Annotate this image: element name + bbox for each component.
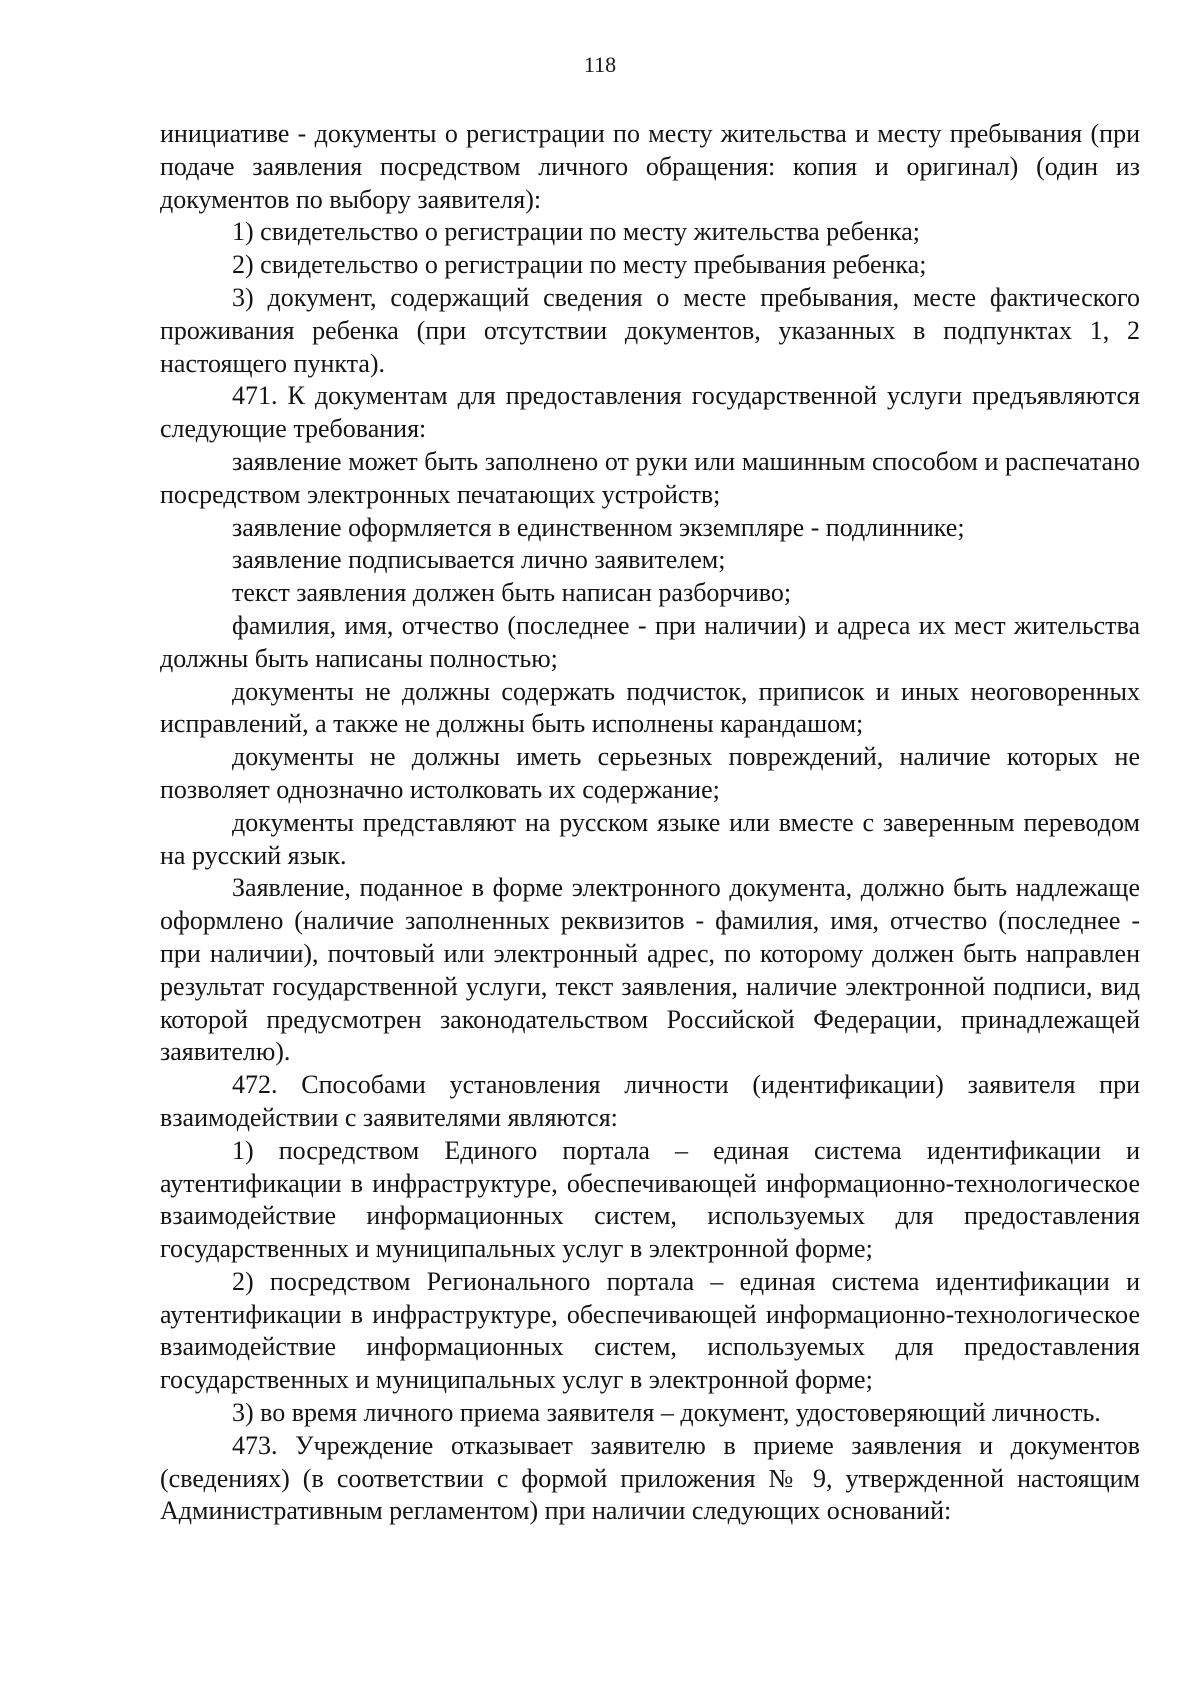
paragraph: 3) документ, содержащий сведения о месте пребывания, месте фактического проживания ребенка (при отсутствии документов, указанных в подпунктах 1, 2 настоящего пункта).	[160, 282, 1140, 378]
paragraph: 471. К документам для предоставления государственной услуги предъявляются следующие требования:	[160, 381, 1140, 444]
paragraph: текст заявления должен быть написан разборчиво;	[232, 578, 792, 608]
paragraph: 2) посредством Регионального портала – единая система идентификации и аутентификации в инфраструктуре, обеспечивающей информационно-технологическое взаимодействие информационных систем, используемых для предоставления государственных и муниципальных услуг в электронной форме;	[160, 1266, 1140, 1395]
paragraph: документы представляют на русском языке или вместе с заверенным переводом на русский язык.	[160, 807, 1140, 870]
paragraph: заявление может быть заполнено от руки или машинным способом и распечатано посредством электронных печатающих устройств;	[160, 446, 1140, 509]
paragraph: 472. Способами установления личности (идентификации) заявителя при взаимодействии с заявителями являются:	[160, 1070, 1140, 1132]
paragraph: инициативе - документы о регистрации по месту жительства и месту пребывания (при подаче заявления посредством личного обращения: копия и оригинал) (один из документов по выбору заявителя):	[160, 119, 1140, 214]
paragraph: документы не должны иметь серьезных повреждений, наличие которых не позволяет однозначно истолковать их содержание;	[160, 742, 1140, 804]
paragraph: 473. Учреждение отказывает заявителю в приеме заявления и документов (сведениях) (в соответствии с формой приложения № 9, утвержденной настоящим Административным регламентом) при наличии следующих оснований:	[160, 1430, 1140, 1526]
paragraph: 1) свидетельство о регистрации по месту жительства ребенка;	[232, 217, 920, 247]
paragraph: 3) во время личного приема заявителя – документ, удостоверяющий личность.	[232, 1398, 1101, 1428]
paragraph: 1) посредством Единого портала – единая система идентификации и аутентификации в инфраструктуре, обеспечивающей информационно-технологическое взаимодействие информационных систем, используемых для предоставления государственных и муниципальных услуг в электронной форме;	[160, 1135, 1140, 1264]
paragraph: заявление подписывается лично заявителем;	[232, 545, 726, 575]
paragraph: документы не должны содержать подчисток, приписок и иных неоговоренных исправлений, а также не должны быть исполнены карандашом;	[160, 676, 1140, 739]
paragraph: фамилия, имя, отчество (последнее - при наличии) и адреса их мест жительства должны быть написаны полностью;	[160, 610, 1140, 673]
document-body	[160, 118, 1140, 1528]
paragraph: 2) свидетельство о регистрации по месту пребывания ребенка;	[232, 250, 927, 280]
paragraph: Заявление, поданное в форме электронного документа, должно быть надлежаще оформлено (наличие заполненных реквизитов - фамилия, имя, отчество (последнее - при наличии), почтовый или электронный адрес, по которому должен быть направлен результат государственной услуги, текст заявления, наличие электронной подписи, вид которой предусмотрен законодательством Российской Федерации, принадлежащей заявителю).	[160, 873, 1140, 1067]
page-number: 118	[583, 52, 617, 77]
paragraph: заявление оформляется в единственном экземпляре - подлиннике;	[232, 512, 965, 542]
